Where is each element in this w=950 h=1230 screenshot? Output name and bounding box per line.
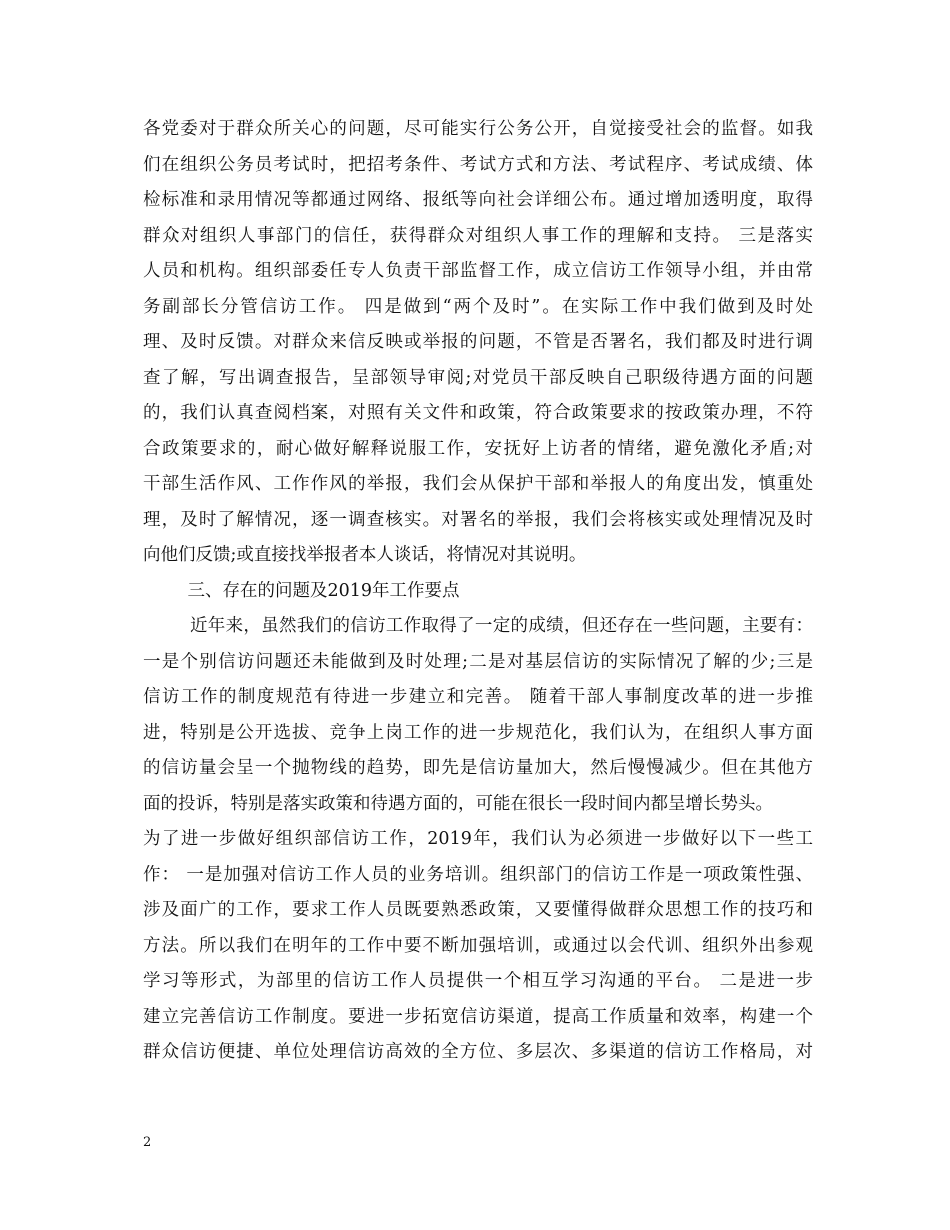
- text-line: 信访工作的制度规范有待进一步建立和完善。 随着干部人事制度改革的进一步推: [143, 687, 813, 707]
- text-line: 务副部长分管信访工作。 四是做到“两个及时”。在实际工作中我们做到及时处: [143, 296, 813, 317]
- text-line: 的，我们认真查阅档案，对照有关文件和政策，符合政策要求的按政策办理，不符: [143, 403, 813, 423]
- text-line: 学习等形式，为部里的信访工作人员提供一个相互学习沟通的平台。 二是进一步: [143, 971, 813, 991]
- text-line: 一是个别信访问题还未能做到及时处理;二是对基层信访的实际情况了解的少;三是: [143, 651, 813, 672]
- text-line: 近年来，虽然我们的信访工作取得了一定的成绩，但还存在一些问题，主要有：: [143, 616, 813, 636]
- text-line: 的信访量会呈一个抛物线的趋势，即先是信访量加大，然后慢慢减少。但在其他方: [143, 758, 813, 778]
- text-line: 面的投诉，特别是落实政策和待遇方面的，可能在很长一段时间内都呈增长势头。: [143, 793, 773, 814]
- body-text: [143, 112, 813, 1071]
- text-line: 作： 一是加强对信访工作人员的业务培训。组织部门的信访工作是一项政策性强、: [143, 864, 813, 885]
- text-line: 检标准和录用情况等都通过网络、报纸等向社会详细公布。通过增加透明度，取得: [143, 190, 813, 210]
- text-line: 理，及时了解情况，逐一调查核实。对署名的举报，我们会将核实或处理情况及时: [143, 509, 813, 530]
- text-line: 们在组织公务员考试时，把招考条件、考试方式和方法、考试程序、考试成绩、体: [143, 154, 813, 175]
- page-number: 2: [143, 1135, 152, 1150]
- text-line: 方法。所以我们在明年的工作中要不断加强培训，或通过以会代训、组织外出参观: [143, 935, 813, 956]
- text-line: 建立完善信访工作制度。要进一步拓宽信访渠道，提高工作质量和效率，构建一个: [143, 1006, 813, 1027]
- text-line: 进，特别是公开选拔、竞争上岗工作的进一步规范化，我们认为，在组织人事方面: [143, 722, 813, 743]
- text-line: 合政策要求的，耐心做好解释说服工作，安抚好上访者的情绪，避免激化矛盾;对: [143, 438, 813, 459]
- text-line: 理、及时反馈。对群众来信反映或举报的问题，不管是否署名，我们都及时进行调: [143, 332, 813, 352]
- text-line: 各党委对于群众所关心的问题，尽可能实行公务公开，自觉接受社会的监督。如我: [143, 119, 813, 139]
- text-line: 群众信访便捷、单位处理信访高效的全方位、多层次、多渠道的信访工作格局，对: [143, 1042, 813, 1062]
- text-line: 群众对组织人事部门的信任，获得群众对组织人事工作的理解和支持。 三是落实: [143, 225, 813, 246]
- text-line: 为了进一步做好组织部信访工作，2019年，我们认为必须进一步做好以下一些工: [143, 829, 813, 849]
- text-line: 人员和机构。组织部委任专人负责干部监督工作，成立信访工作领导小组，并由常: [143, 261, 813, 281]
- section-heading: 三、存在的问题及2019年工作要点: [143, 580, 460, 601]
- text-line: 干部生活作风、工作作风的举报，我们会从保护干部和举报人的角度出发，慎重处: [143, 474, 813, 494]
- text-line: 向他们反馈;或直接找举报者本人谈话，将情况对其说明。: [143, 545, 587, 565]
- text-line: 查了解，写出调查报告，呈部领导审阅;对党员干部反映自己职级待遇方面的问题: [143, 367, 813, 388]
- text-line: 涉及面广的工作，要求工作人员既要熟悉政策，又要懂得做群众思想工作的技巧和: [143, 900, 813, 920]
